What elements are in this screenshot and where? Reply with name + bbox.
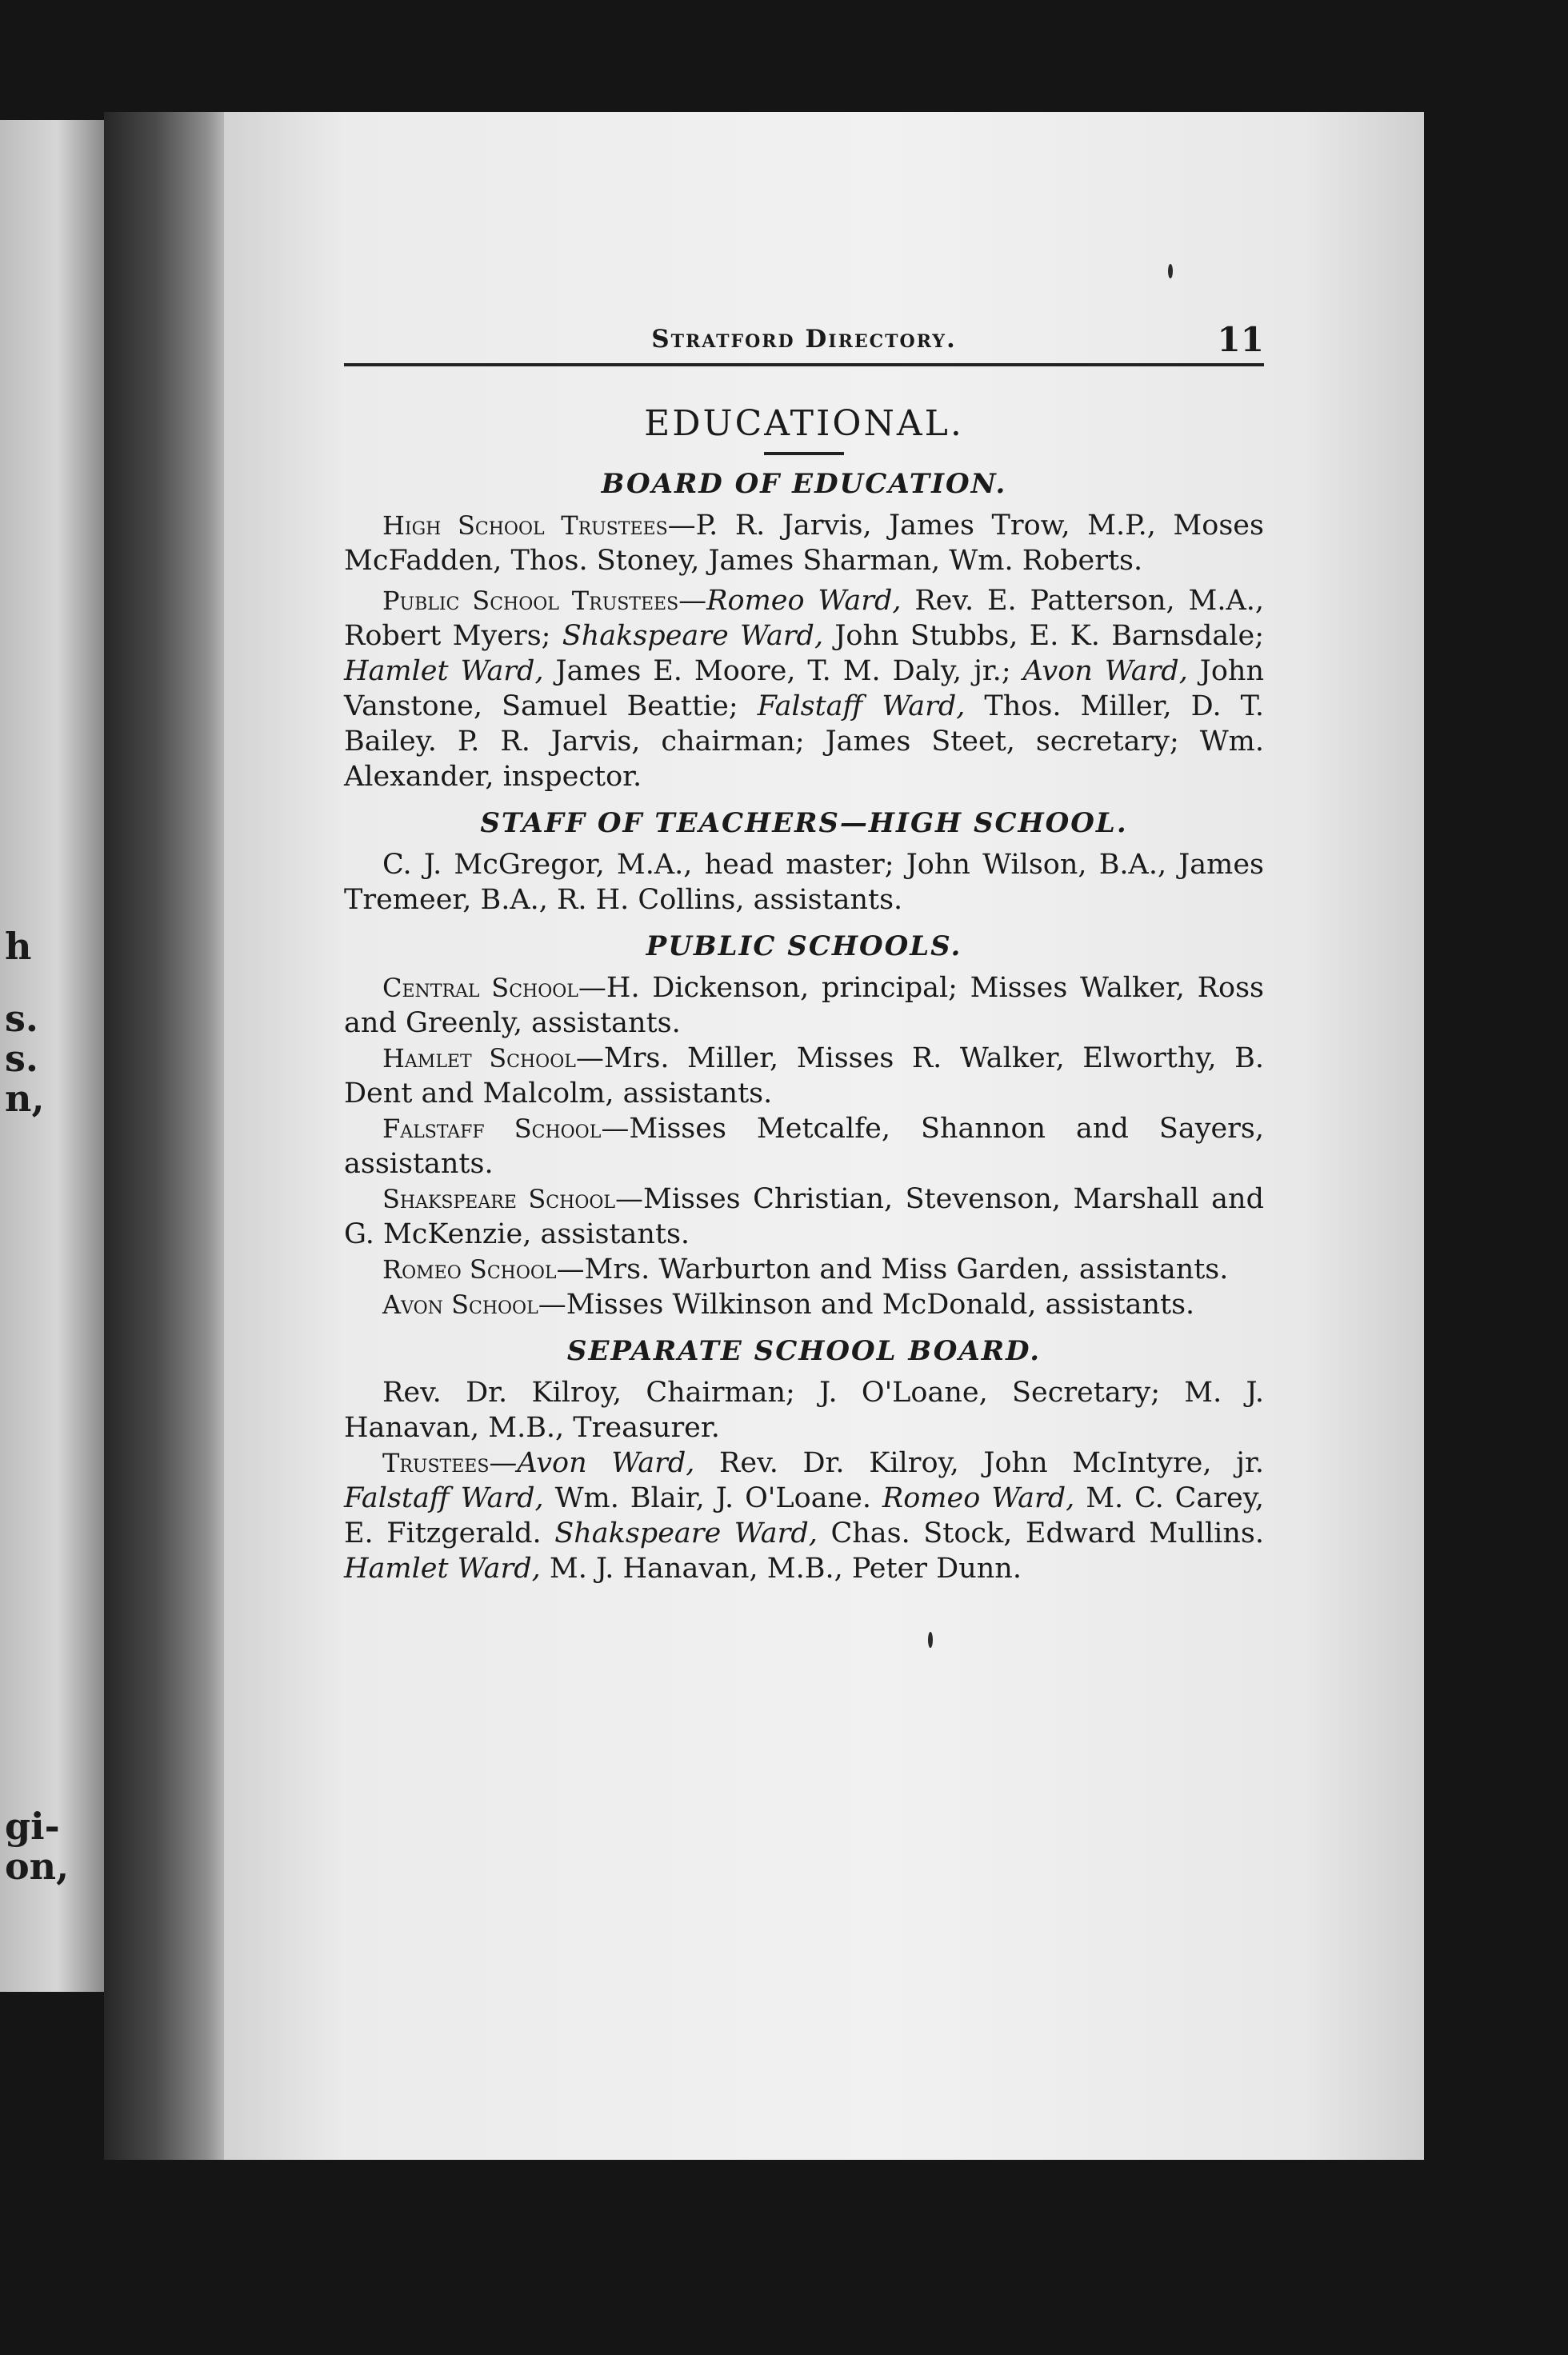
high-school-trustees-paragraph	[344, 508, 1264, 578]
school-staff-text: —Misses Christian, Stevenson, Marshall and G. McKenzie, assistants.	[344, 1183, 1264, 1250]
separate-board-officers: Rev. Dr. Kilroy, Chairman; J. O'Loane, Secretary; M. J. Hanavan, M.B., Treasurer.	[344, 1377, 1264, 1444]
ink-speck	[928, 1632, 933, 1648]
shakspeare-ward-label: Shakspeare Ward,	[562, 620, 824, 652]
high-school-trustees-label: High School Trustees	[382, 510, 668, 541]
falstaff-ward-label: Falstaff Ward,	[757, 690, 966, 722]
school-label: Hamlet School	[382, 1043, 576, 1074]
shakspeare-ward-label: Shakspeare Ward,	[554, 1517, 818, 1549]
facing-page-fragment: s.	[5, 997, 38, 1040]
school-label: Shakspeare School	[382, 1184, 616, 1214]
public-school-text-5: Thos. Miller, D. T. Bailey. P. R. Jarvis, chairman; James Steet, secretary; Wm. Alexander, inspector.	[344, 690, 1264, 793]
staff-of-teachers-heading: STAFF OF TEACHERS—HIGH SCHOOL.	[480, 807, 1128, 839]
falstaff-ward-label: Falstaff Ward,	[344, 1482, 544, 1514]
high-school-trustees-text: —P. R. Jarvis, James Trow, M.P., Moses McFadden, Thos. Stoney, James Sharman, Wm. Roberts.	[344, 510, 1264, 577]
public-school-trustees-label: Public School Trustees	[382, 586, 679, 616]
school-staff-text: —Mrs. Miller, Misses R. Walker, Elworthy, B. Dent and Malcolm, assistants.	[344, 1042, 1264, 1110]
school-label: Falstaff School	[382, 1114, 602, 1144]
ink-speck	[1168, 264, 1173, 278]
hamlet-ward-label: Hamlet Ward,	[344, 1553, 541, 1585]
school-label: Central School	[382, 973, 578, 1003]
trustees-text-3: M. C. Carey, E. Fitzgerald.	[344, 1482, 1264, 1549]
title-rule	[764, 452, 844, 455]
public-school-trustees-paragraph	[344, 583, 1264, 794]
section-title: EDUCATIONAL.	[644, 403, 964, 444]
school-label: Romeo School	[382, 1254, 557, 1285]
separate-school-board-heading: SEPARATE SCHOOL BOARD.	[566, 1335, 1042, 1367]
school-entry-shakspeare	[344, 1181, 1264, 1252]
school-entry-romeo	[344, 1252, 1264, 1287]
school-entry-central	[344, 970, 1264, 1041]
separate-board-trustees	[344, 1445, 1264, 1586]
facing-page-edge	[0, 120, 104, 1992]
school-staff-text: —Mrs. Warburton and Miss Garden, assistants.	[556, 1253, 1229, 1285]
facing-page-fragment: s.	[5, 1037, 38, 1080]
romeo-ward-label: Romeo Ward,	[882, 1482, 1075, 1514]
school-staff-text: —Misses Metcalfe, Shannon and Sayers, assistants.	[344, 1113, 1264, 1180]
page-number: 11	[1217, 320, 1264, 359]
staff-paragraph: C. J. McGregor, M.A., head master; John Wilson, B.A., James Tremeer, B.A., R. H. Collins, assistants.	[344, 849, 1264, 916]
avon-ward-label: Avon Ward,	[1022, 655, 1188, 687]
trustees-text-2: Wm. Blair, J. O'Loane.	[543, 1482, 882, 1514]
trustees-text-4: Chas. Stock, Edward Mullins.	[817, 1517, 1264, 1549]
school-entry-hamlet	[344, 1041, 1264, 1111]
public-school-text-4: John Vanstone, Samuel Beattie;	[344, 655, 1264, 722]
school-entry-avon	[344, 1287, 1264, 1322]
book-gutter	[104, 112, 232, 2160]
school-entry-falstaff	[344, 1111, 1264, 1181]
trustees-label: Trustees	[382, 1448, 490, 1478]
public-school-text-2: John Stubbs, E. K. Barnsdale;	[823, 620, 1264, 652]
hamlet-ward-label: Hamlet Ward,	[344, 655, 544, 687]
facing-page-fragment: on,	[5, 1845, 70, 1888]
running-title: Stratford Directory.	[651, 325, 957, 354]
school-staff-text: —H. Dickenson, principal; Misses Walker, Ross and Greenly, assistants.	[344, 972, 1264, 1039]
public-schools-heading: PUBLIC SCHOOLS.	[646, 930, 962, 962]
trustees-text-1: Rev. Dr. Kilroy, John McIntyre, jr.	[694, 1447, 1264, 1479]
trustees-text-5: M. J. Hanavan, M.B., Peter Dunn.	[540, 1553, 1022, 1585]
facing-page-fragment: n,	[5, 1077, 45, 1120]
facing-page-fragment: h	[5, 925, 32, 968]
facing-page-fragment: gi-	[5, 1805, 60, 1848]
board-of-education-heading: BOARD OF EDUCATION.	[601, 468, 1007, 500]
romeo-ward-label: Romeo Ward,	[706, 585, 902, 617]
dash: —	[489, 1447, 518, 1479]
school-label: Avon School	[382, 1289, 538, 1320]
page-text	[344, 304, 1264, 1586]
running-head	[344, 304, 1264, 366]
dash: —	[678, 585, 707, 617]
school-staff-text: —Misses Wilkinson and McDonald, assistants.	[538, 1289, 1195, 1321]
public-school-text-1: Rev. E. Patterson, M.A., Robert Myers;	[344, 585, 1264, 652]
avon-ward-label: Avon Ward,	[517, 1447, 695, 1479]
public-school-text-3: James E. Moore, T. M. Daly, jr.;	[543, 655, 1023, 687]
